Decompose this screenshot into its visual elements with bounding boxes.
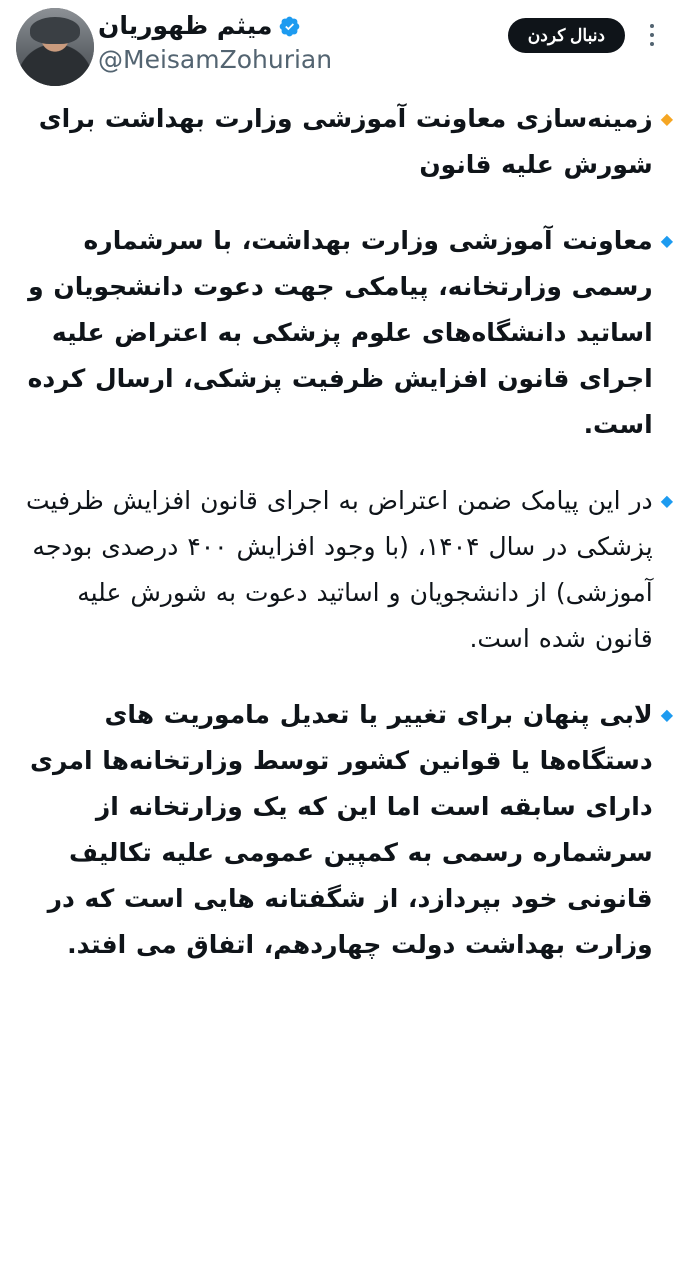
display-name-row — [98, 12, 301, 41]
more-dot-1 — [650, 24, 654, 28]
verified-badge-icon — [278, 15, 301, 38]
paragraph-text: لابی پنهان برای تغییر یا تعدیل ماموریت های دستگاه‌ها یا قوانین کشور توسط وزارتخانه‌ها امری دارای سابقه است اما این که یک وزارتخانه از سرشماره رسمی به کمپین عمومی علیه تکالیف قانونی خود بپردازد، از شگفتانه هایی است که در وزارت بهداشت دولت چهاردهم، اتفاق می افتد. — [30, 700, 653, 959]
tweet-paragraph — [18, 478, 673, 662]
tweet-paragraph — [18, 692, 673, 968]
account-names — [98, 8, 332, 74]
account-handle[interactable]: @MeisamZohurian — [98, 44, 333, 74]
tweet-body — [0, 96, 691, 980]
paragraph-text: در این پیامک ضمن اعتراض به اجرای قانون افزایش ظرفیت پزشکی در سال ۱۴۰۴، (با وجود افزایش ۴۰۰ درصدی بودجه آموزشی) از دانشجویان و اساتید دعوت به شورش علیه قانون شده است. — [25, 486, 653, 653]
bullet-icon: ◆ — [660, 705, 673, 724]
more-dot-3 — [650, 42, 654, 46]
avatar-hair — [30, 17, 80, 44]
follow-button[interactable]: دنبال کردن — [508, 18, 625, 53]
tweet-paragraph — [18, 218, 673, 448]
tweet-header — [0, 0, 691, 96]
bullet-icon: ◆ — [660, 491, 673, 510]
paragraph-text: معاونت آموزشی وزارت بهداشت، با سرشماره رسمی وزارتخانه، پیامکی جهت دعوت دانشجویان و اساتید دانشگاه‌های علوم پزشکی به اعتراض علیه اجرای قانون افزایش ظرفیت پزشکی، ارسال کرده است. — [27, 226, 653, 439]
tweet-paragraph — [18, 96, 673, 188]
more-options-icon[interactable] — [641, 22, 663, 48]
bullet-icon: ◆ — [660, 109, 673, 128]
bullet-icon: ◆ — [660, 231, 673, 250]
more-dot-2 — [650, 33, 654, 37]
avatar[interactable] — [16, 8, 94, 86]
paragraph-text: زمینه‌سازی معاونت آموزشی وزارت بهداشت برای شورش علیه قانون — [38, 104, 653, 179]
display-name[interactable]: میثم ظهوریان — [98, 11, 273, 40]
